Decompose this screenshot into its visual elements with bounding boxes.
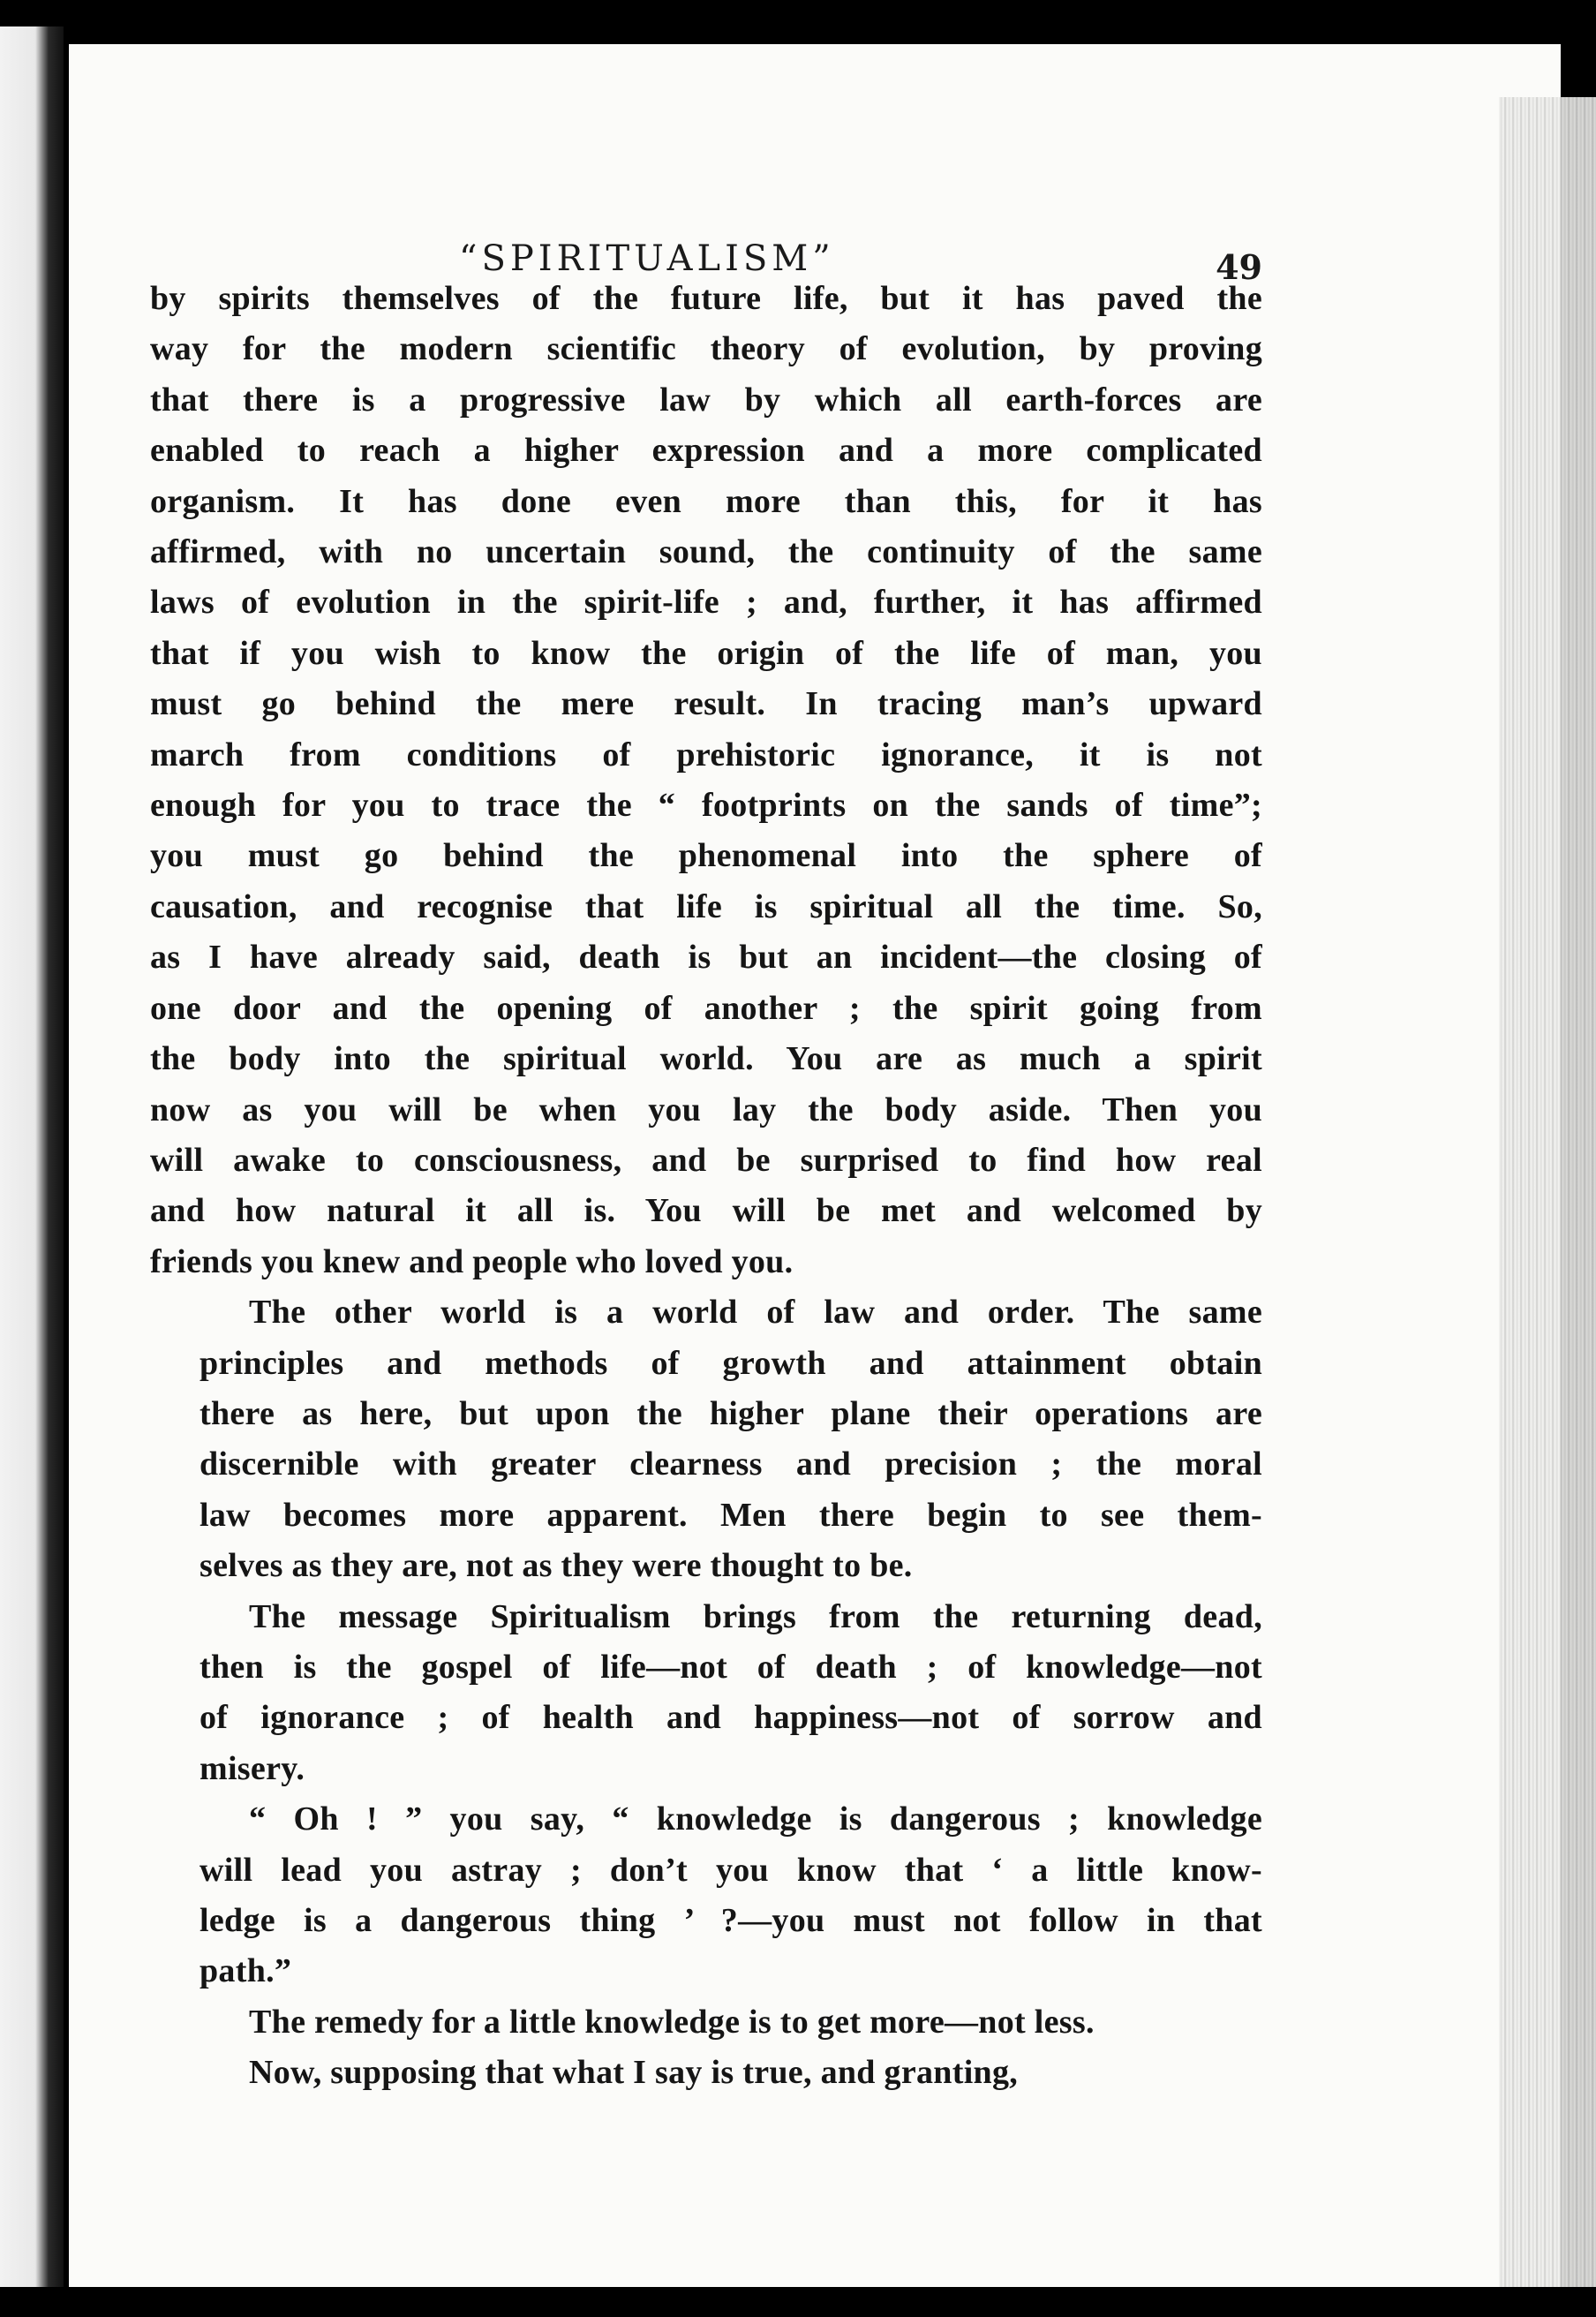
text-line: The remedy for a little knowledge is to get more—not less.	[249, 2003, 1095, 2041]
text-line: of ignorance ; of health and happiness—not of sorrow and	[200, 1699, 1262, 1737]
text-line: laws of evolution in the spirit-life ; and, further, it has affirmed	[150, 584, 1262, 622]
paragraph	[150, 1794, 1262, 1997]
text-line: march from conditions of prehistoric ignorance, it is not	[150, 736, 1262, 774]
text-line: The other world is a world of law and order. The same	[249, 1294, 1262, 1332]
text-line: must go behind the mere result. In tracing man’s upward	[150, 685, 1262, 723]
paragraph	[150, 2048, 1262, 2098]
text-line: you must go behind the phenomenal into the sphere of	[150, 837, 1262, 875]
text-line: Now, supposing that what I say is true, and granting,	[249, 2054, 1019, 2092]
text-line: organism. It has done even more than this, for it has	[150, 482, 1262, 520]
left-page-edge	[0, 26, 64, 2287]
text-line: as I have already said, death is but an incident—the closing of	[150, 939, 1262, 977]
body-text	[150, 274, 1262, 2099]
text-line: the body into the spiritual world. You are as much a spirit	[150, 1040, 1262, 1078]
paragraph	[150, 274, 1262, 1287]
text-line: discernible with greater clearness and precision ; the moral	[200, 1445, 1262, 1483]
text-line: affirmed, with no uncertain sound, the continuity of the same	[150, 533, 1262, 571]
running-title: “SPIRITUALISM”	[459, 238, 835, 279]
text-line: that there is a progressive law by which all earth-forces are	[150, 381, 1262, 419]
text-line: misery.	[200, 1749, 305, 1787]
paragraph	[150, 1997, 1262, 2048]
text-line: causation, and recognise that life is spiritual all the time. So,	[150, 887, 1262, 925]
text-line: that if you wish to know the origin of the life of man, you	[150, 634, 1262, 672]
text-line: and how natural it all is. You will be met and welcomed by	[150, 1192, 1262, 1230]
text-line: then is the gospel of life—not of death ; of knowledge—not	[200, 1648, 1262, 1686]
bottom-shadow	[0, 2287, 1596, 2317]
page-fore-edge	[1499, 97, 1596, 2317]
text-line: will lead you astray ; don’t you know that ‘ a little know-	[200, 1851, 1262, 1889]
text-line: law becomes more apparent. Men there begin to see them-	[200, 1496, 1262, 1534]
text-line: one door and the opening of another ; the spirit going from	[150, 989, 1262, 1027]
text-line: enough for you to trace the “ footprints on the sands of time”;	[150, 787, 1262, 825]
paragraph	[150, 1287, 1262, 1591]
text-line: “ Oh ! ” you say, “ knowledge is dangerous ; knowledge	[249, 1800, 1262, 1838]
text-line: The message Spiritualism brings from the returning dead,	[249, 1597, 1262, 1635]
paragraph	[150, 1592, 1262, 1795]
text-line: there as here, but upon the higher plane their operations are	[200, 1394, 1262, 1432]
text-line: friends you knew and people who loved you.	[150, 1242, 794, 1280]
page-number: 49	[1216, 247, 1262, 287]
text-line: now as you will be when you lay the body aside. Then you	[150, 1091, 1262, 1128]
text-line: path.”	[200, 1952, 292, 1990]
text-line: principles and methods of growth and attainment obtain	[200, 1344, 1262, 1382]
text-line: by spirits themselves of the future life, but it has paved the	[150, 280, 1262, 317]
text-line: selves as they are, not as they were thought to be.	[200, 1547, 913, 1585]
running-head	[150, 194, 1262, 287]
book-page	[69, 44, 1561, 2287]
text-line: way for the modern scientific theory of evolution, by proving	[150, 330, 1262, 368]
page-content	[150, 194, 1262, 2099]
text-line: enabled to reach a higher expression and a more complicated	[150, 432, 1262, 470]
text-line: will awake to consciousness, and be surprised to find how real	[150, 1141, 1262, 1179]
text-line: ledge is a dangerous thing ’ ?—you must not follow in that	[200, 1902, 1262, 1939]
